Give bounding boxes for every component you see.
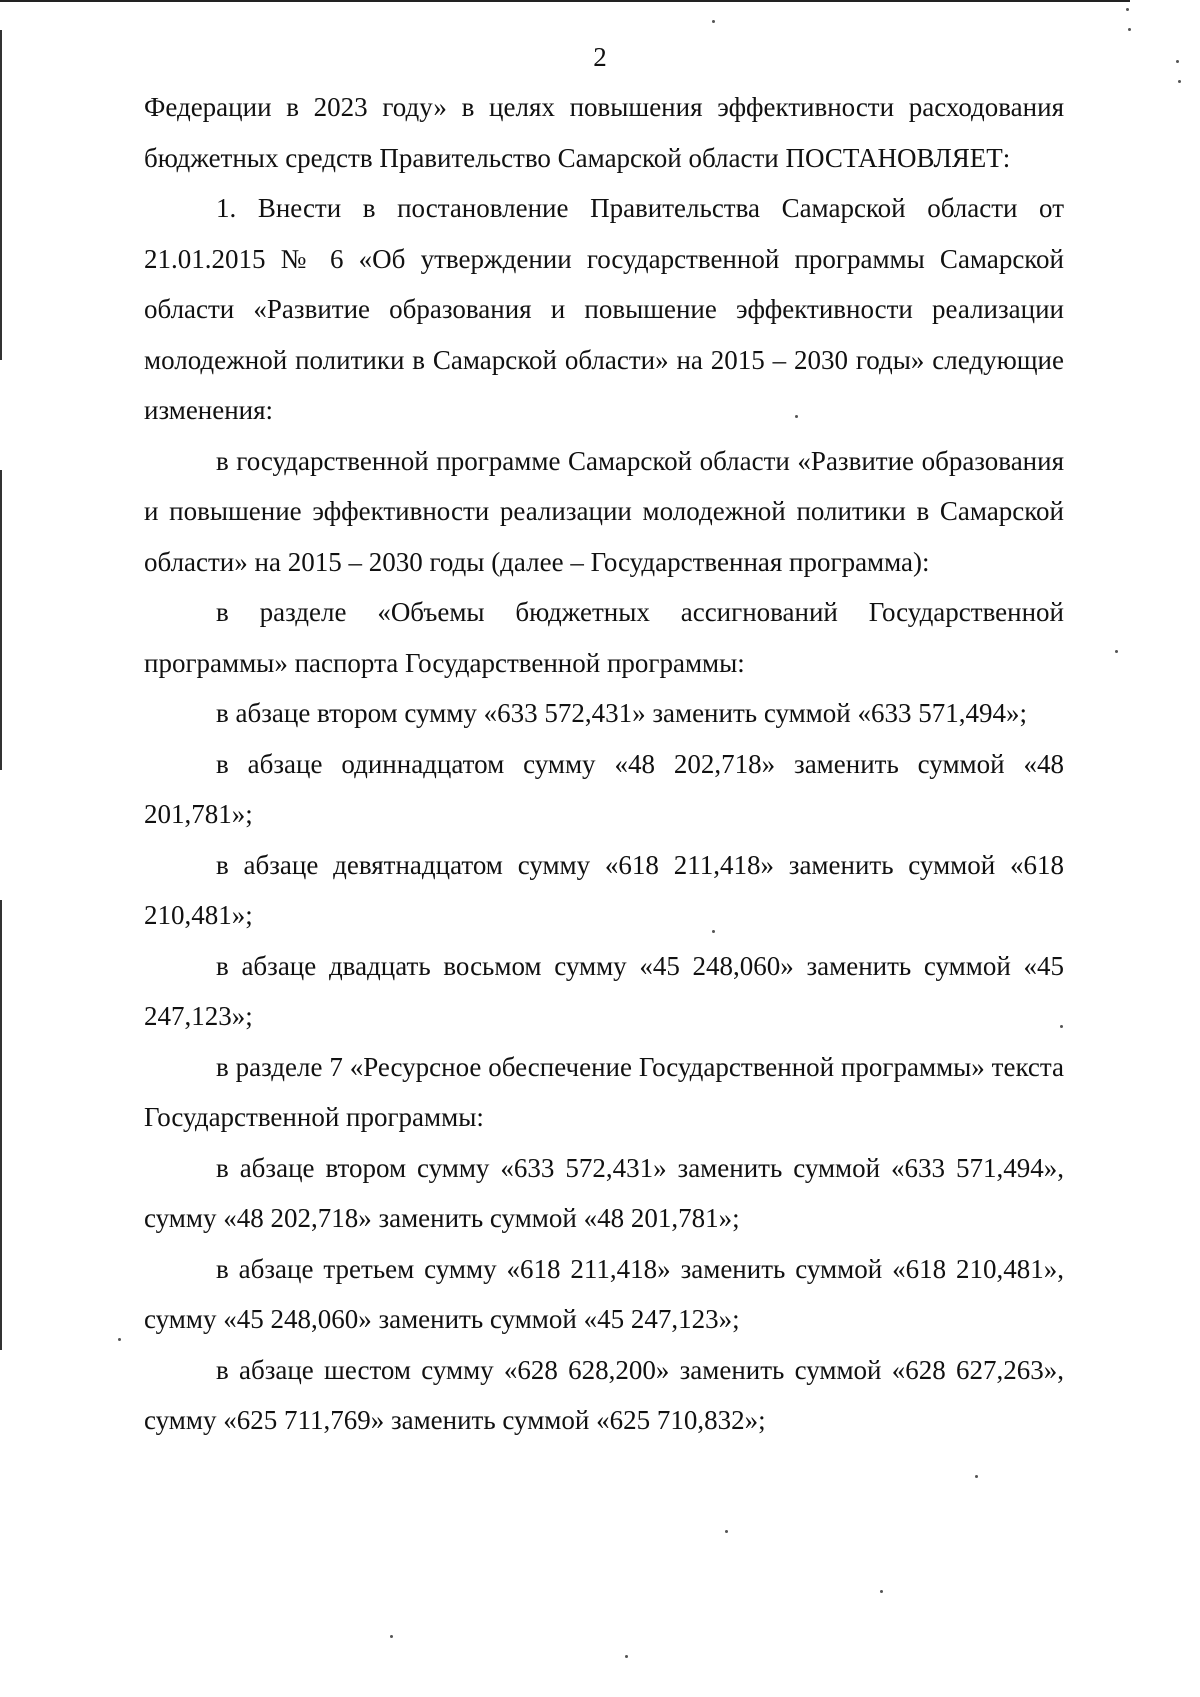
scan-speck (1126, 8, 1129, 11)
paragraph-amendment: в абзаце втором сумму «633 572,431» заменить суммой «633 571,494», сумму «48 202,718» заменить суммой «48 201,781»; (144, 1152, 1064, 1233)
paragraph-amendment: в абзаце шестом сумму «628 628,200» заменить суммой «628 627,263», сумму «625 711,769» заменить суммой «625 710,832»; (144, 1354, 1064, 1435)
top-scan-border (0, 0, 1130, 2)
scan-speck (880, 1590, 883, 1593)
paragraph-passport-section: в разделе «Объемы бюджетных ассигнований Государственной программы» паспорта Государственной программы: (144, 597, 1064, 678)
scan-speck (1176, 60, 1179, 63)
document-body (144, 82, 1064, 1446)
paragraph-preamble-end: Федерации в 2023 году» в целях повышения эффективности расходования бюджетных средств Правительство Самарской области ПОСТАНОВЛЯЕТ: (144, 92, 1064, 173)
left-scan-edge-middle (0, 470, 2, 770)
left-scan-edge-lower (0, 900, 2, 1350)
scan-speck (390, 1635, 393, 1638)
scan-speck (712, 930, 715, 933)
paragraph-resource-section: в разделе 7 «Ресурсное обеспечение Государственной программы» текста Государственной программы: (144, 1051, 1064, 1132)
paragraph-state-program: в государственной программе Самарской области «Развитие образования и повышение эффективности реализации молодежной политики в Самарской области» на 2015 – 2030 годы (далее – Государственная программа): (144, 445, 1064, 577)
scan-speck (795, 415, 798, 418)
page-number: 2 (593, 42, 607, 72)
paragraph-item-1: 1. Внести в постановление Правительства Самарской области от 21.01.2015 № 6 «Об утверждении государственной программы Самарской области «Развитие образования и повышение эффективности реализации молодежной политики в Самарской области» на 2015 – 2030 годы» следующие изменения: (144, 193, 1064, 425)
left-scan-edge-upper (0, 30, 2, 360)
paragraph-amendment: в абзаце двадцать восьмом сумму «45 248,060» заменить суммой «45 247,123»; (144, 950, 1064, 1031)
scan-speck (118, 1338, 121, 1341)
scan-speck (725, 1530, 728, 1533)
scan-speck (1128, 28, 1131, 31)
paragraph-amendment: в абзаце девятнадцатом сумму «618 211,418» заменить суммой «618 210,481»; (144, 849, 1064, 930)
paragraph-amendment: в абзаце втором сумму «633 572,431» заменить суммой «633 571,494»; (216, 698, 1027, 728)
scan-speck (712, 20, 715, 23)
scan-speck (1115, 650, 1118, 653)
scan-speck (625, 1655, 628, 1658)
paragraph-amendment: в абзаце одиннадцатом сумму «48 202,718» заменить суммой «48 201,781»; (144, 748, 1064, 829)
scan-speck (1178, 80, 1181, 83)
scan-speck (975, 1475, 978, 1478)
paragraph-amendment: в абзаце третьем сумму «618 211,418» заменить суммой «618 210,481», сумму «45 248,060» заменить суммой «45 247,123»; (144, 1253, 1064, 1334)
scan-speck (1060, 1025, 1063, 1028)
